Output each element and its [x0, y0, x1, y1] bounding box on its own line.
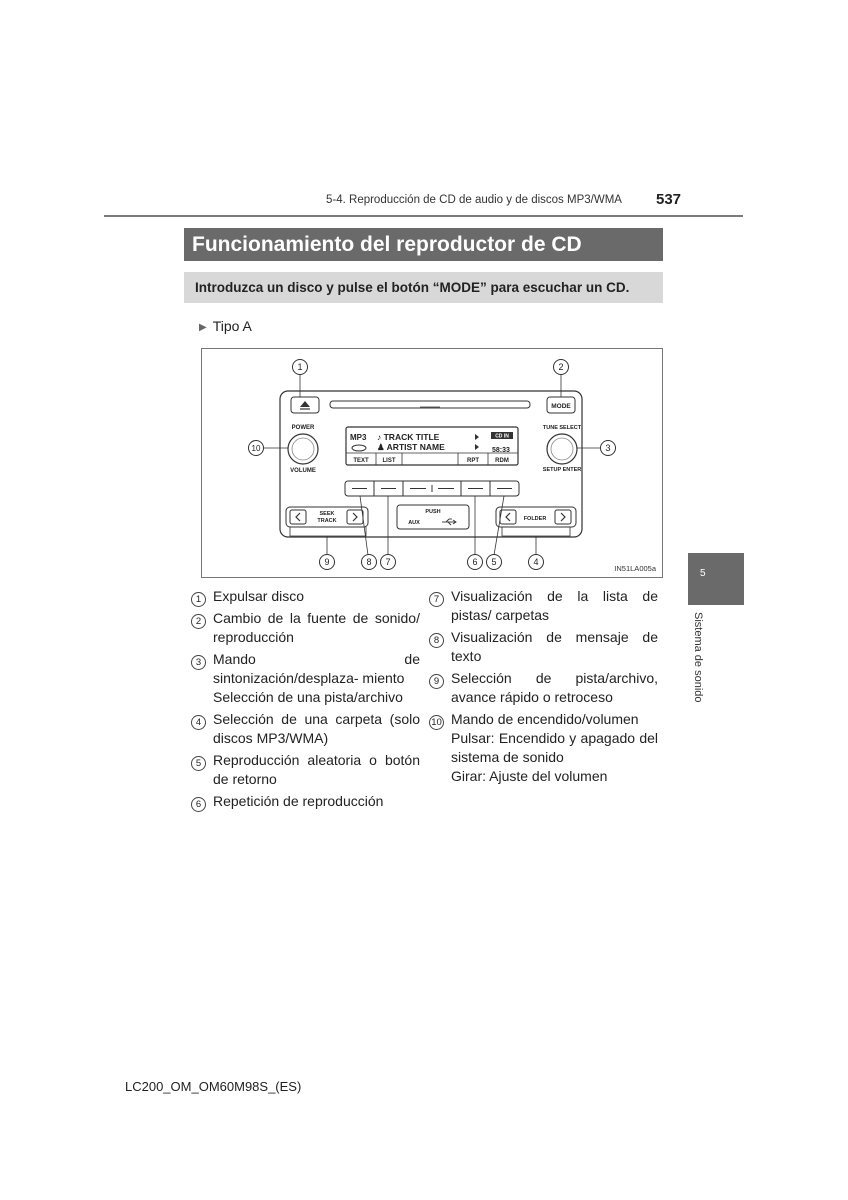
legend-text: Mando de encendido/volumen [451, 711, 639, 727]
cd-in-label: CD IN [495, 433, 509, 440]
legend-item [191, 650, 420, 707]
legend-item [191, 587, 420, 606]
legend-text: Visualización de la lista de pistas/ carpetas [451, 588, 658, 623]
legend-number: 6 [191, 797, 206, 812]
seek-next-button [347, 510, 363, 524]
legend-number: 9 [429, 674, 444, 689]
legend-text: Cambio de la fuente de sonido/ reproducción [213, 610, 420, 645]
legend-text: Expulsar disco [213, 588, 305, 604]
svg-text:9: 9 [324, 557, 330, 567]
legend-number: 3 [191, 655, 206, 670]
legend-item [191, 609, 420, 647]
list-label: LIST [382, 458, 396, 464]
legend-item [429, 628, 658, 666]
chapter-tab-number: 5 [700, 568, 706, 579]
legend-item [191, 710, 420, 748]
legend-item [429, 669, 658, 707]
svg-text:5: 5 [491, 557, 497, 567]
legend-number: 8 [429, 633, 444, 648]
legend-text: Selección de pista/archivo, avance rápido o retroceso [451, 670, 658, 705]
aux-label: AUX [408, 520, 420, 526]
legend-text: Selección de una carpeta (solo discos MP3/WMA) [213, 711, 420, 746]
svg-text:10: 10 [251, 444, 261, 453]
page-number: 537 [656, 191, 682, 208]
tune-select-label: TUNE SELECT [542, 425, 582, 431]
rpt-label: RPT [467, 458, 479, 464]
legend-number: 5 [191, 756, 206, 771]
legend-column-1 [191, 587, 420, 814]
folder-next-button [555, 510, 571, 524]
chapter-tab [688, 553, 744, 605]
mp3-label: MP3 [350, 433, 367, 442]
legend-text: Visualización de mensaje de texto [451, 629, 658, 664]
svg-text:6: 6 [472, 557, 478, 567]
triangle-bullet-icon: ▶ [199, 322, 207, 333]
type-label-text: Tipo A [212, 318, 252, 334]
legend-text: Girar: Ajuste del volumen [451, 768, 608, 784]
section-title: Funcionamiento del reproductor de CD [184, 228, 663, 261]
artist-name: ♟ ARTIST NAME [377, 442, 445, 452]
svg-text:2: 2 [558, 362, 564, 372]
track-title: ♪ TRACK TITLE [377, 432, 440, 442]
chapter-tab-label: Sistema de sonido [692, 612, 704, 703]
intro-box: Introduzca un disco y pulse el botón “MODE” para escuchar un CD. [184, 272, 663, 303]
legend-text: Mando de sintonización/desplaza- miento [213, 651, 420, 686]
volume-label: VOLUME [290, 468, 316, 474]
legend-item [429, 710, 658, 786]
tune-knob [547, 434, 577, 464]
svg-text:7: 7 [385, 557, 391, 567]
legend-column-2 [429, 587, 658, 789]
seek-prev-button [290, 510, 306, 524]
legend-text: Selección de una pista/archivo [213, 689, 403, 705]
legend-number: 4 [191, 715, 206, 730]
legend-text: Pulsar: Encendido y apagado del sistema de sonido [451, 730, 658, 765]
svg-text:4: 4 [533, 557, 539, 567]
radio-figure [201, 348, 663, 578]
power-label: POWER [291, 425, 315, 431]
legend-number: 2 [191, 614, 206, 629]
legend-number: 10 [429, 715, 444, 730]
track-label: TRACK [317, 518, 337, 524]
type-label [199, 318, 252, 334]
setup-enter-label: SETUP ENTER [542, 467, 582, 473]
footer-code: LC200_OM_OM60M98S_(ES) [125, 1079, 302, 1094]
legend-text: Reproducción aleatoria o botón de retorno [213, 752, 420, 787]
mode-label: MODE [551, 403, 571, 410]
push-label: PUSH [425, 509, 441, 515]
time-label: 58:33 [492, 447, 510, 454]
folder-prev-button [500, 510, 516, 524]
figure-code: IN51LA005a [614, 564, 656, 573]
running-head: 5-4. Reproducción de CD de audio y de discos MP3/WMA [326, 194, 622, 206]
legend-item [191, 792, 420, 811]
legend-item [429, 587, 658, 625]
svg-text:3: 3 [605, 443, 611, 453]
svg-text:1: 1 [297, 362, 303, 372]
radio-diagram [202, 349, 662, 577]
rdm-label: RDM [495, 458, 509, 464]
legend-text: Repetición de reproducción [213, 793, 384, 809]
svg-text:8: 8 [366, 557, 372, 567]
folder-label: FOLDER [523, 516, 547, 522]
legend-number: 1 [191, 592, 206, 607]
seek-label: SEEK [319, 511, 335, 517]
power-knob [288, 434, 318, 464]
legend-number: 7 [429, 592, 444, 607]
legend-item [191, 751, 420, 789]
text-label: TEXT [353, 458, 369, 464]
header-rule [104, 215, 743, 217]
